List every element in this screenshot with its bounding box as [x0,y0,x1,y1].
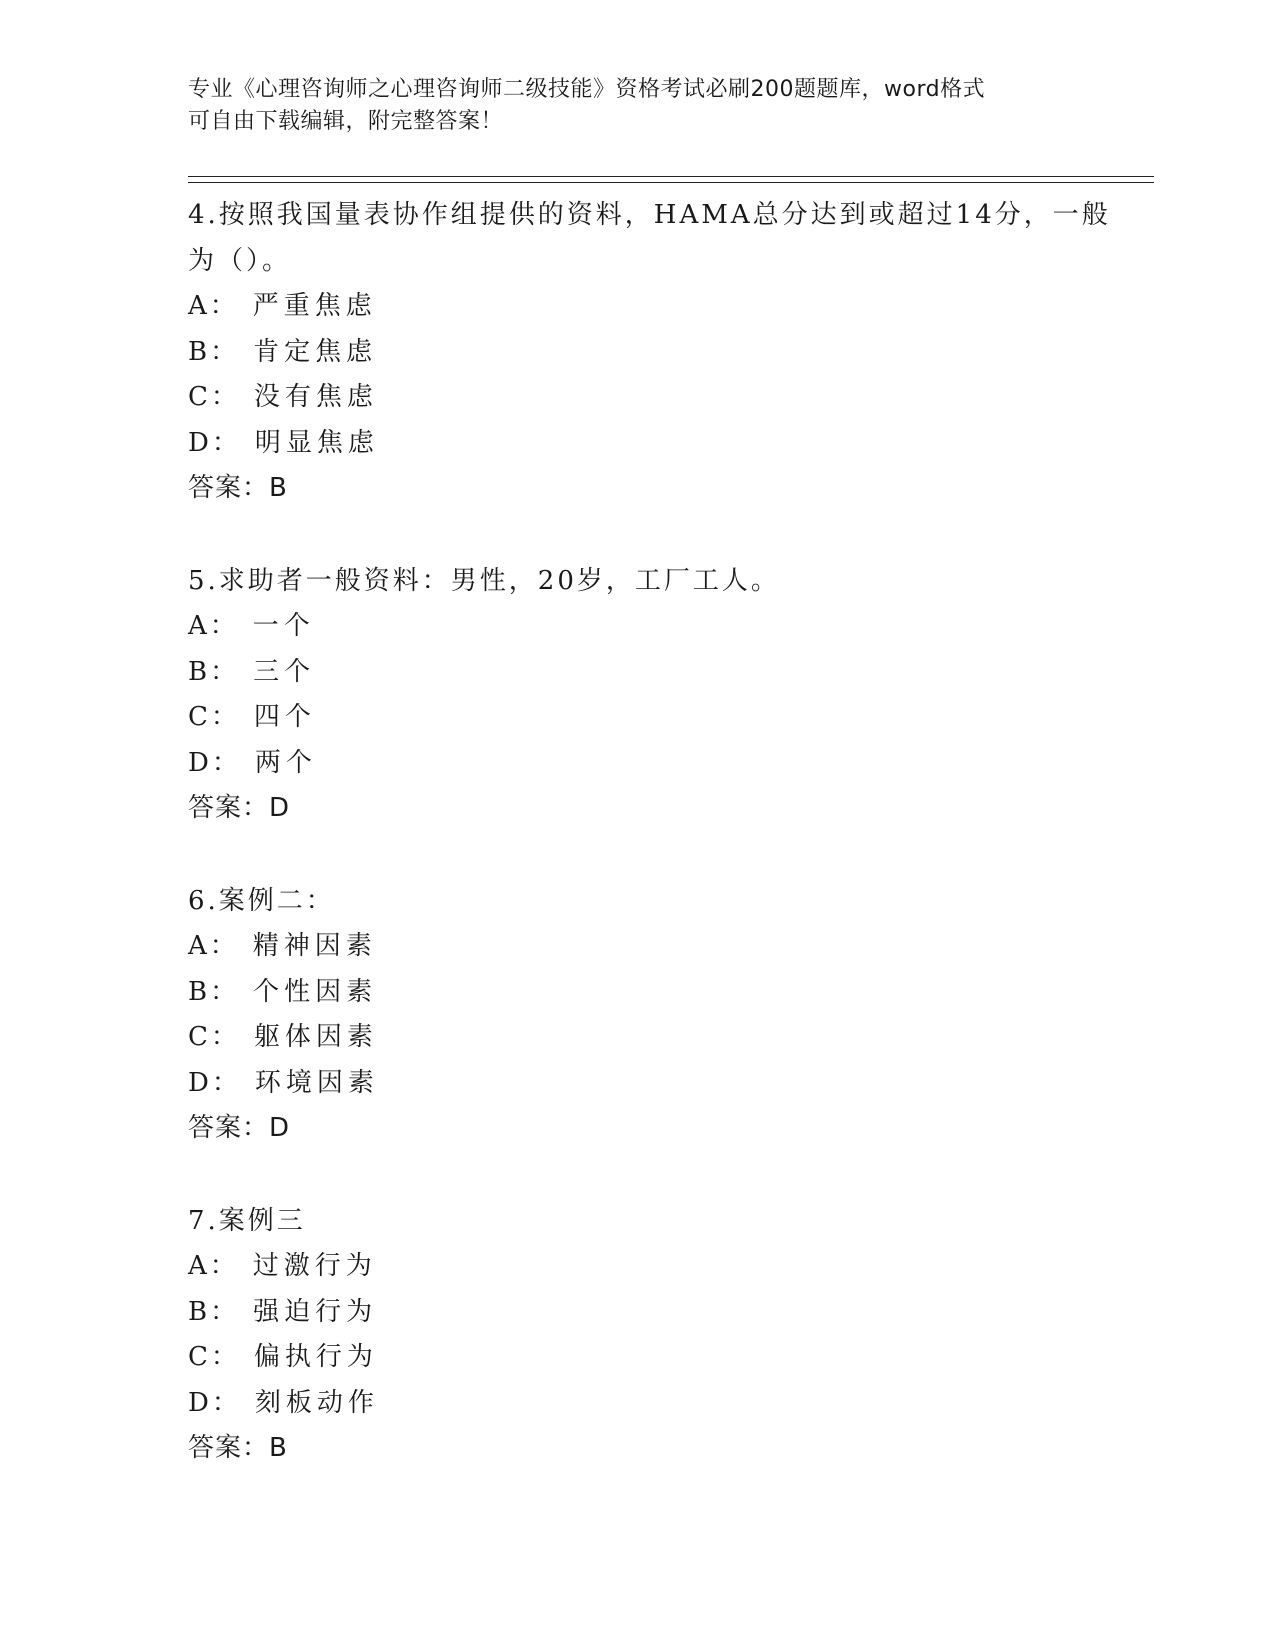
answer-line: 答案：D [188,1113,291,1143]
option-letter: B： [188,656,240,687]
option-text: 严重焦虑 [252,291,377,321]
option-letter: C： [188,1022,240,1052]
option-letter: C： [188,382,240,412]
option-text: 明显焦虑 [254,427,379,458]
option-letter: A： [188,291,239,321]
option-a [188,924,1088,970]
option-letter: D： [188,747,241,778]
question-list [188,193,1111,1519]
document-header [188,74,1088,138]
option-letter: D： [188,1387,241,1418]
question-stem: 4.按照我国量表协作组提供的资料，HAMA总分达到或超过14分，一般 [188,200,1111,230]
option-c [188,1335,1088,1381]
option-b [188,330,1088,376]
question-stem-continued: 为（）。 [188,245,292,276]
option-letter: C： [188,1342,240,1372]
header-divider-top [188,176,1154,177]
option-b [188,970,1088,1016]
question-6 [188,879,1088,1152]
option-d [188,1381,1088,1427]
option-text: 一个 [252,611,315,641]
option-letter: D： [188,1067,241,1098]
option-letter: A： [188,1251,239,1281]
question-stem: 5.求助者一般资料：男性，20岁，工厂工人。 [188,565,780,596]
header-line-2: 可自由下载编辑，附完整答案！ [188,109,504,134]
answer-line: 答案：B [188,473,288,503]
option-c [188,375,1088,421]
option-d [188,1061,1088,1107]
option-text: 肯定焦虑 [253,336,378,367]
option-text: 刻板动作 [254,1387,379,1418]
answer-line: 答案：B [188,1433,288,1463]
question-5 [188,559,1088,832]
option-letter: D： [188,427,241,458]
option-a [188,604,1088,650]
header-line-1: 专业《心理咨询师之心理咨询师二级技能》资格考试必刷200题题库，word格式 [188,77,986,102]
option-a [188,284,1088,330]
option-d [188,421,1088,467]
option-text: 四个 [253,702,316,732]
option-letter: A： [188,931,239,961]
option-letter: C： [188,702,240,732]
option-text: 躯体因素 [253,1022,378,1052]
option-letter: B： [188,976,240,1007]
header-divider-bottom [188,182,1154,183]
question-stem: 7.案例三 [188,1205,306,1236]
option-letter: B： [188,1296,240,1327]
option-b [188,1290,1088,1336]
option-text: 强迫行为 [253,1296,378,1327]
option-text: 精神因素 [252,931,377,961]
option-text: 偏执行为 [253,1342,378,1372]
option-text: 环境因素 [254,1067,379,1098]
question-stem: 6.案例二： [188,885,335,916]
option-letter: A： [188,611,239,641]
option-a [188,1244,1088,1290]
option-c [188,695,1088,741]
question-4 [188,193,1111,512]
option-d [188,741,1088,787]
option-text: 两个 [254,747,317,778]
option-text: 个性因素 [253,976,378,1007]
option-text: 过激行为 [252,1251,377,1281]
option-c [188,1015,1088,1061]
option-text: 没有焦虑 [253,382,378,412]
answer-line: 答案：D [188,793,291,823]
option-letter: B： [188,336,240,367]
question-7 [188,1199,1088,1472]
option-text: 三个 [253,656,316,687]
option-b [188,650,1088,696]
